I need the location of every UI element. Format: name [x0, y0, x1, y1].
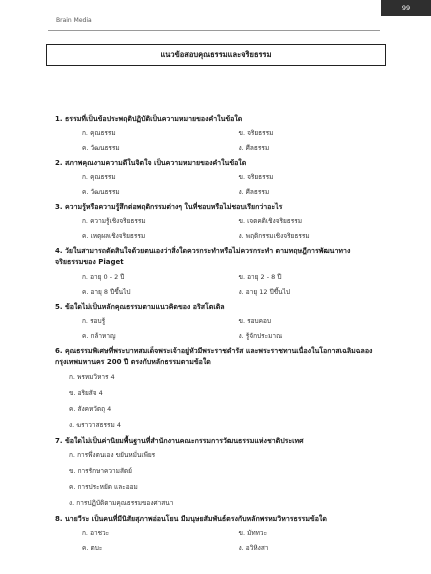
option: ง. พฤติกรรมเชิงจริยธรรม: [238, 232, 310, 240]
question-5: 5. ข้อใดไม่เป็นหลักคุณธรรมตามแนวคิดของ อริสโตเติล: [55, 303, 225, 311]
option: ง. การปฏิบัติตามคุณธรรมของศาสนา: [69, 499, 174, 507]
option: ก. อาชวะ: [82, 529, 110, 537]
option: ข. มัททวะ: [238, 529, 268, 537]
option: ก. ความรู้เชิงจริยธรรม: [82, 217, 146, 225]
option: ค. เหตุผลเชิงจริยธรรม: [82, 232, 146, 240]
option: ก. รอบรู้: [82, 317, 106, 325]
option: ค. ตบะ: [82, 544, 103, 552]
question-line: กรุงเทพมหานคร 200 ปี ตรงกับหลักธรรมตามข้อใด: [55, 358, 211, 366]
option: ข. รอบคอบ: [238, 317, 271, 325]
question-8: 8. นายวีระ เป็นคนที่มีนิสัยสุภาพอ่อนโยน มีมนุษยสัมพันธ์ตรงกับหลักพรหมวิหารธรรมข้อใด: [55, 515, 327, 523]
option: ง. อายุ 12 ปีขึ้นไป: [238, 288, 290, 296]
option: ก. คุณธรรม: [82, 173, 116, 181]
brand-text: Brain Media: [56, 17, 92, 24]
option: ค. สังคหวัตถุ 4: [69, 405, 112, 413]
question-3: 3. ความรู้หรือความรู้สึกต่อพฤติกรรมต่างๆ ในที่ชอบหรือไม่ชอบเรียกว่าอะไร: [55, 203, 283, 211]
section-title: แนวข้อสอบคุณธรรมและจริยธรรม: [46, 44, 386, 66]
option: ก. การพึ่งตนเอง ขยันหมั่นเพียร: [69, 451, 156, 459]
option: ง. ฆราวาสธรรม 4: [69, 421, 121, 429]
option: ข. เจตคติเชิงจริยธรรม: [238, 217, 303, 225]
option: ค. วัฒนธรรม: [82, 188, 120, 196]
option: ค. กล้าหาญ: [82, 332, 116, 340]
question-line: 6. คุณธรรมพิเศษที่พระบาทสมเด็จพระเจ้าอยู่หัวมีพระราชดำรัส และพระราชทานเนื่องในโอกาสเฉลิมฉลอง: [55, 347, 373, 355]
header-rule: [48, 30, 380, 31]
option: ก. คุณธรรม: [82, 129, 116, 137]
question-line: 4. วัยในสามารถตัดสินใจด้วยตนเองว่าสิ่งใดควรกระทำหรือไม่ควรกระทำ ตามทฤษฎีการพัฒนาทาง: [55, 247, 351, 255]
option: ง. ศีลธรรม: [238, 188, 270, 196]
option: ง. รู้จักประมาณ: [238, 332, 283, 340]
question-2: 2. สภาพคุณงามความดีในจิตใจ เป็นความหมายของคำในข้อใด: [55, 159, 247, 167]
question-6: [55, 346, 395, 368]
option: ค. วัฒนธรรม: [82, 144, 120, 152]
option: ข. การรักษาความสัตย์: [69, 467, 132, 475]
question-4: [55, 246, 395, 268]
option: ข. จริยธรรม: [238, 173, 274, 181]
page-number: 99: [381, 0, 431, 16]
option: ง. อวิหิงสา: [238, 544, 269, 552]
page-header: [0, 14, 431, 30]
option: ง. ศีลธรรม: [238, 144, 270, 152]
option: ก. พรหมวิหาร 4: [69, 373, 115, 381]
question-list: [55, 114, 395, 558]
option: ค. อายุ 8 ปีขึ้นไป: [82, 288, 131, 296]
option: ค. การประหยัด และออม: [69, 483, 138, 491]
option: ข. จริยธรรม: [238, 129, 274, 137]
question-1: 1. ธรรมที่เป็นข้อประพฤติปฏิบัติเป็นความหมายของคำในข้อใด: [55, 115, 243, 123]
question-7: 7. ข้อใดไม่เป็นค่านิยมพื้นฐานที่สำนักงานคณะกรรมการวัฒนธรรมแห่งชาติประเทศ: [55, 437, 304, 445]
option: ข. อายุ 2 - 8 ปี: [238, 273, 282, 281]
option: ก. อายุ 0 - 2 ปี: [82, 273, 125, 281]
question-line: จริยธรรมของ Piaget: [55, 258, 124, 266]
option: ข. อริยสัจ 4: [69, 389, 103, 397]
